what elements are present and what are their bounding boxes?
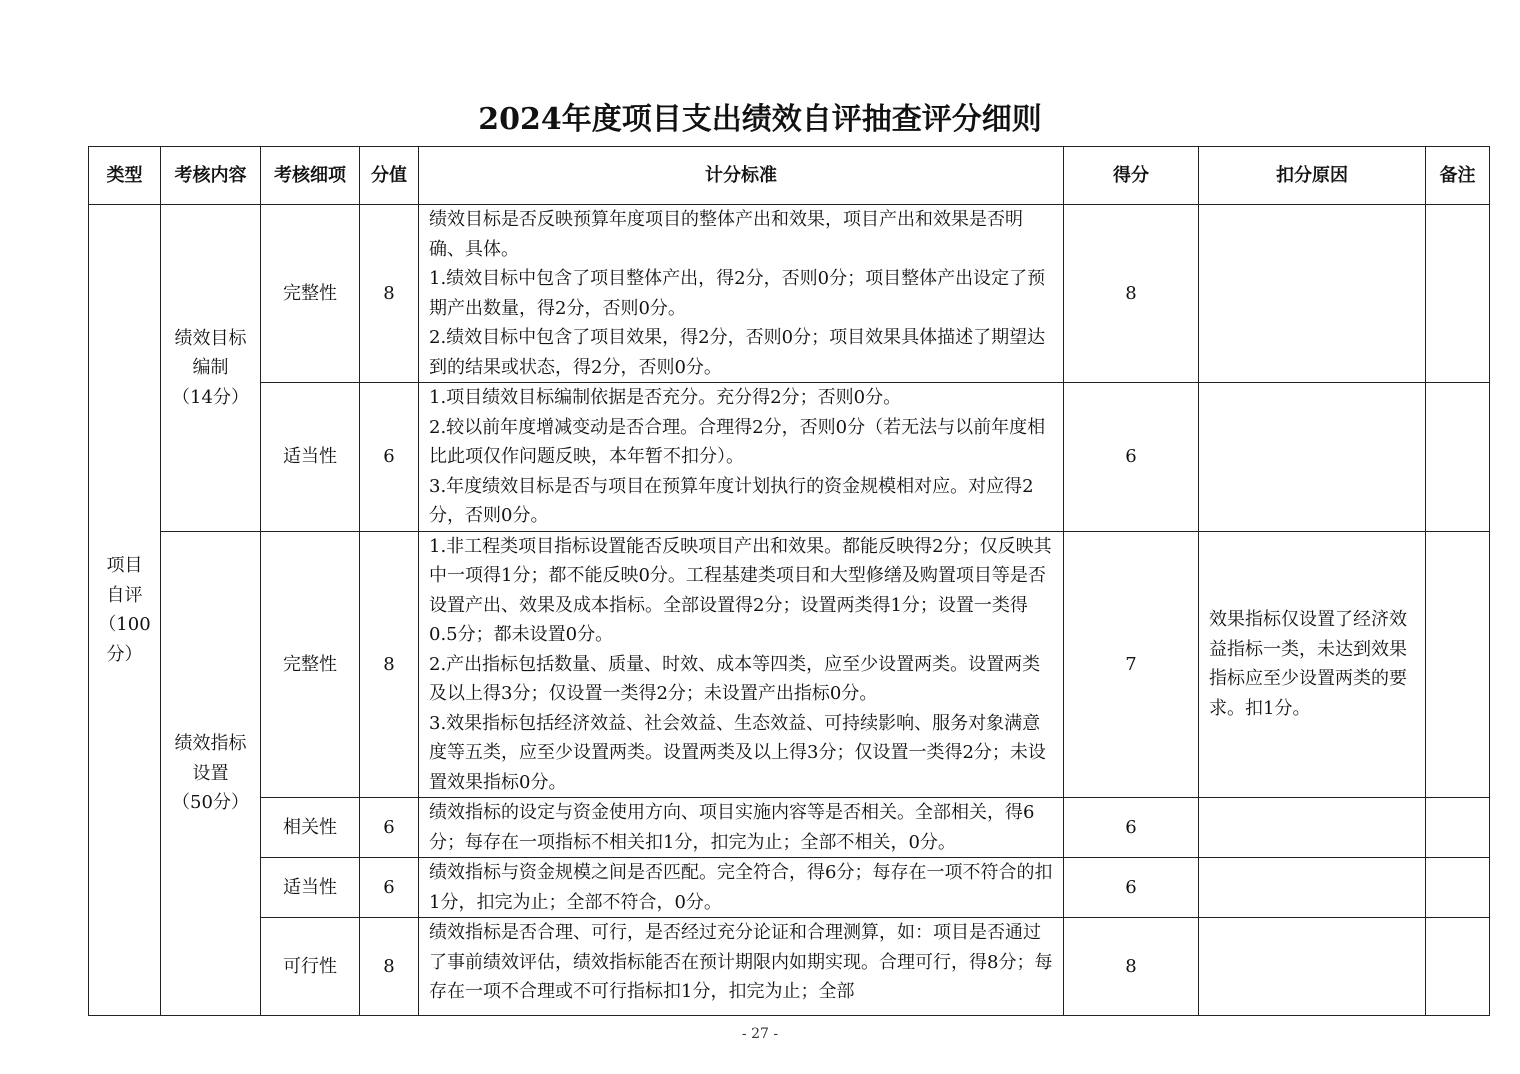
header-type: 类型 — [89, 147, 161, 205]
page-number: - 27 - — [741, 1026, 779, 1042]
score-cell: 6 — [1064, 858, 1199, 918]
standard-cell: 1.项目绩效目标编制依据是否充分。充分得2分；否则0分。 2.较以前年度增减变动是否合理。合理得2分，否则0分（若无法与以前年度相比此项仅作问题反映，本年暂不扣分）。 3.年度绩效目标是否与项目在预算年度计划执行的资金规模相对应。对应得2分，否则0分。 — [419, 383, 1064, 532]
standard-cell: 绩效目标是否反映预算年度项目的整体产出和效果，项目产出和效果是否明确、具体。 1.绩效目标中包含了项目整体产出，得2分，否则0分；项目整体产出设定了预期产出数量，得2分，否则0分。 2.绩效目标中包含了项目效果，得2分，否则0分；项目效果具体描述了期望达到的结果或状态，得2分，否则0分。 — [419, 205, 1064, 383]
remark-cell — [1426, 798, 1490, 858]
score-cell: 6 — [1064, 383, 1199, 532]
value-cell: 6 — [360, 858, 419, 918]
value-cell: 6 — [360, 383, 419, 532]
content-cell-goals: 绩效目标 编制 （14分） — [161, 205, 261, 532]
reason-cell — [1199, 205, 1426, 383]
value-cell: 6 — [360, 798, 419, 858]
remark-cell — [1426, 205, 1490, 383]
item-cell: 完整性 — [261, 205, 360, 383]
standard-cell: 1.非工程类项目指标设置能否反映项目产出和效果。都能反映得2分；仅反映其中一项得1分；都不能反映0分。工程基建类项目和大型修缮及购置项目等是否设置产出、效果及成本指标。全部设置得2分；设置两类得1分；设置一类得0.5分；都未设置0分。 2.产出指标包括数量、质量、时效、成本等四类，应至少设置两类。设置两类及以上得3分；仅设置一类得2分；未设置产出指标0分。 3.效果指标包括经济效益、社会效益、生态效益、可持续影响、服务对象满意度等五类，应至少设置两类。设置两类及以上得3分；仅设置一类得2分；未设置效果指标0分。 — [419, 531, 1064, 798]
header-score: 得分 — [1064, 147, 1199, 205]
reason-cell — [1199, 858, 1426, 918]
scoring-table — [88, 146, 1490, 1016]
table-row — [89, 383, 1490, 532]
header-item: 考核细项 — [261, 147, 360, 205]
table-header-row — [89, 147, 1490, 205]
header-remark: 备注 — [1426, 147, 1490, 205]
reason-cell — [1199, 383, 1426, 532]
table-row — [89, 205, 1490, 383]
value-cell: 8 — [360, 918, 419, 1016]
score-cell: 7 — [1064, 531, 1199, 798]
remark-cell — [1426, 531, 1490, 798]
header-standard: 计分标准 — [419, 147, 1064, 205]
item-cell: 完整性 — [261, 531, 360, 798]
standard-cell: 绩效指标与资金规模之间是否匹配。完全符合，得6分；每存在一项不符合的扣1分，扣完为止；全部不符合，0分。 — [419, 858, 1064, 918]
item-cell: 可行性 — [261, 918, 360, 1016]
standard-cell: 绩效指标是否合理、可行，是否经过充分论证和合理测算，如：项目是否通过了事前绩效评估，绩效指标能否在预计期限内如期实现。合理可行，得8分；每存在一项不合理或不可行指标扣1分，扣完为止；全部 — [419, 918, 1064, 1016]
score-cell: 8 — [1064, 918, 1199, 1016]
value-cell: 8 — [360, 531, 419, 798]
header-reason: 扣分原因 — [1199, 147, 1426, 205]
header-value: 分值 — [360, 147, 419, 205]
score-cell: 6 — [1064, 798, 1199, 858]
table-row — [89, 531, 1490, 798]
reason-cell: 效果指标仅设置了经济效益指标一类，未达到效果指标应至少设置两类的要求。扣1分。 — [1199, 531, 1426, 798]
table-row — [89, 798, 1490, 858]
remark-cell — [1426, 858, 1490, 918]
header-content: 考核内容 — [161, 147, 261, 205]
item-cell: 适当性 — [261, 858, 360, 918]
remark-cell — [1426, 918, 1490, 1016]
item-cell: 相关性 — [261, 798, 360, 858]
standard-cell: 绩效指标的设定与资金使用方向、项目实施内容等是否相关。全部相关，得6分；每存在一项指标不相关扣1分，扣完为止；全部不相关，0分。 — [419, 798, 1064, 858]
value-cell: 8 — [360, 205, 419, 383]
remark-cell — [1426, 383, 1490, 532]
reason-cell — [1199, 918, 1426, 1016]
reason-cell — [1199, 798, 1426, 858]
table-row — [89, 858, 1490, 918]
page-title: 2024年度项目支出绩效自评抽查评分细则 — [478, 102, 1042, 137]
score-cell: 8 — [1064, 205, 1199, 383]
type-cell: 项目 自评 （100 分） — [89, 205, 161, 1016]
item-cell: 适当性 — [261, 383, 360, 532]
table-row — [89, 918, 1490, 1016]
content-cell-indicators: 绩效指标 设置 （50分） — [161, 531, 261, 1016]
